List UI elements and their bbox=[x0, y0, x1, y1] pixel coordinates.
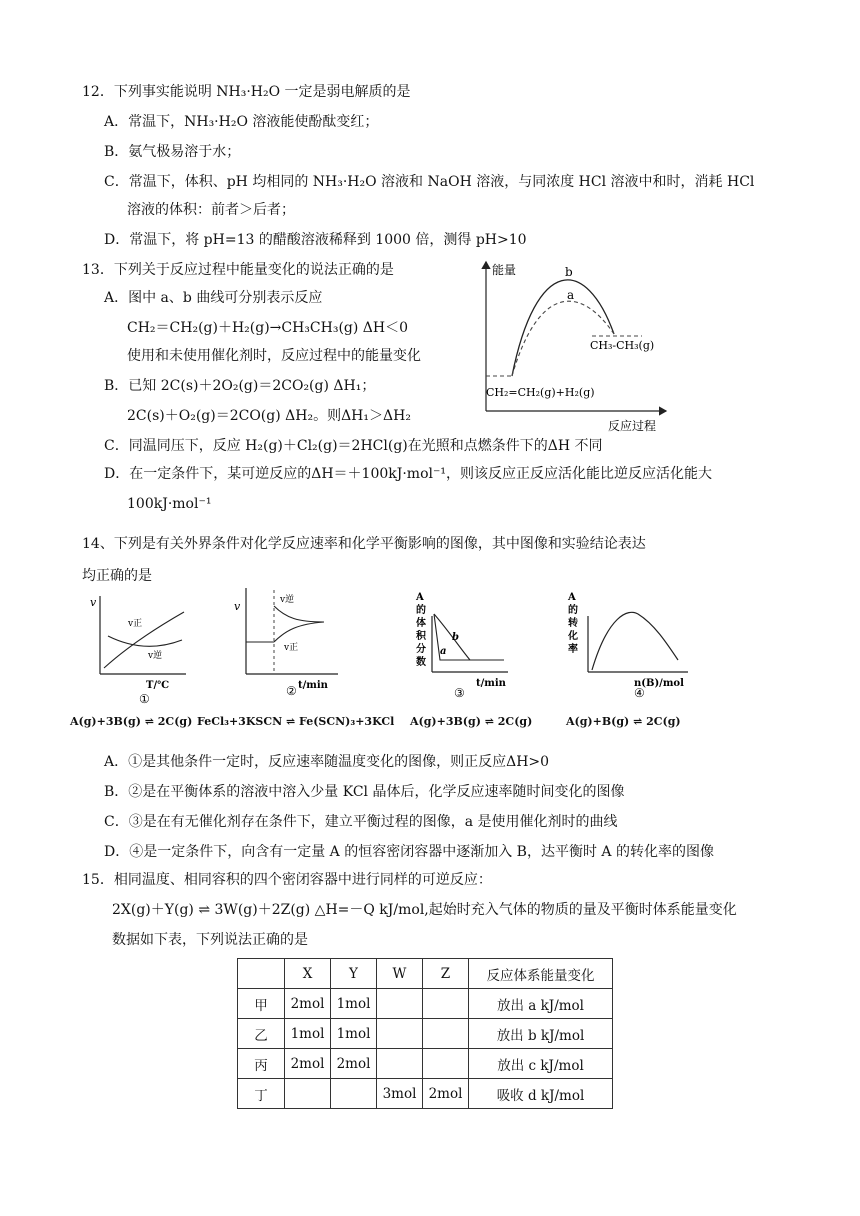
curve-b-label: b bbox=[565, 265, 573, 279]
table-cell bbox=[331, 1079, 377, 1109]
q14-stem-cont: 均正确的是 bbox=[82, 568, 152, 584]
table-cell: 甲 bbox=[238, 989, 285, 1019]
graph-1-y-label: v bbox=[90, 596, 97, 609]
table-cell bbox=[423, 1049, 469, 1079]
graph-1-equation: A(g)+3B(g) ⇌ 2C(g) bbox=[70, 715, 193, 728]
graph-3-label-2: a bbox=[440, 646, 447, 657]
graph-3-number: ③ bbox=[454, 686, 465, 700]
q13-option-b-cont: 2C(s)＋O₂(g)＝2CO(g) ΔH₂。则ΔH₁＞ΔH₂ bbox=[127, 408, 411, 424]
graph-4 bbox=[562, 586, 692, 698]
q15-stem: 15．相同温度、相同容积的四个密闭容器中进行同样的可逆反应： bbox=[82, 872, 492, 888]
table-cell: 2mol bbox=[331, 1049, 377, 1079]
graph-2-equation: FeCl₃+3KSCN ⇌ Fe(SCN)₃+3KCl bbox=[197, 715, 395, 728]
graph-3-label-1: b bbox=[452, 632, 459, 643]
table-cell: 1mol bbox=[285, 1019, 331, 1049]
table-row bbox=[238, 1079, 613, 1109]
graph-4-y-label-vertical bbox=[567, 592, 578, 655]
q13-option-d-cont: 100kJ·mol⁻¹ bbox=[127, 496, 212, 512]
product-label: CH₃-CH₃(g) bbox=[590, 339, 655, 352]
graph-2-label-2: v正 bbox=[284, 643, 299, 653]
q13-option-a-cont: 使用和未使用催化剂时，反应过程中的能量变化 bbox=[127, 348, 421, 364]
graph-3-equation: A(g)+3B(g) ⇌ 2C(g) bbox=[410, 715, 533, 728]
svg-text:化: 化 bbox=[568, 631, 578, 642]
curve-a-label: a bbox=[567, 288, 575, 302]
q15-equation: 2X(g)＋Y(g) ⇌ 3W(g)＋2Z(g) △H=－Q kJ/mol,起始时充入气体的物质的量及平衡时体系能量变化 bbox=[112, 902, 737, 918]
table-row bbox=[238, 989, 613, 1019]
table-header-cell: Z bbox=[423, 959, 469, 989]
table-cell bbox=[377, 1019, 423, 1049]
table-cell: 3mol bbox=[377, 1079, 423, 1109]
svg-text:数: 数 bbox=[416, 657, 426, 668]
table-cell: 2mol bbox=[285, 989, 331, 1019]
energy-y-label: 能量 bbox=[492, 263, 517, 277]
q14-stem: 14、下列是有关外界条件对化学反应速率和化学平衡影响的图像，其中图像和实验结论表达 bbox=[82, 536, 646, 552]
svg-text:体: 体 bbox=[416, 618, 426, 629]
table-cell bbox=[377, 989, 423, 1019]
table-cell bbox=[423, 989, 469, 1019]
graph-3-x-label: t/min bbox=[476, 678, 506, 689]
table-cell: 吸收 d kJ/mol bbox=[469, 1079, 613, 1109]
q13-option-c: C．同温同压下，反应 H₂(g)＋Cl₂(g)＝2HCl(g)在光照和点燃条件下的ΔH 不同 bbox=[104, 438, 603, 454]
q13-option-a-eq: CH₂＝CH₂(g)＋H₂(g)→CH₃CH₃(g) ΔH＜0 bbox=[127, 320, 409, 336]
graph-1-x-label: T/℃ bbox=[146, 680, 170, 691]
table-header-cell: Y bbox=[331, 959, 377, 989]
q15-table bbox=[237, 958, 613, 1109]
svg-text:A: A bbox=[568, 592, 576, 603]
q12-option-c-cont: 溶液的体积：前者＞后者； bbox=[127, 202, 295, 218]
q12-option-b: B．氨气极易溶于水； bbox=[104, 144, 241, 160]
q12-option-c: C．常温下，体积、pH 均相同的 NH₃·H₂O 溶液和 NaOH 溶液，与同浓度 HCl 溶液中和时，消耗 HCl bbox=[104, 174, 755, 190]
table-header-row bbox=[238, 959, 613, 989]
graph-3 bbox=[408, 586, 518, 698]
graph-2-label-1: v逆 bbox=[280, 595, 295, 605]
table-cell bbox=[377, 1049, 423, 1079]
q14-option-c: C．③是在有无催化剂存在条件下，建立平衡过程的图像，a 是使用催化剂时的曲线 bbox=[104, 814, 618, 830]
q13-stem: 13．下列关于反应过程中能量变化的说法正确的是 bbox=[82, 262, 394, 278]
q12-option-d: D．常温下，将 pH=13 的醋酸溶液稀释到 1000 倍，测得 pH>10 bbox=[104, 232, 527, 248]
table-cell: 放出 b kJ/mol bbox=[469, 1019, 613, 1049]
table-cell: 2mol bbox=[423, 1079, 469, 1109]
table-cell: 乙 bbox=[238, 1019, 285, 1049]
q13-option-b: B．已知 2C(s)＋2O₂(g)＝2CO₂(g) ΔH₁； bbox=[104, 378, 376, 394]
table-cell: 放出 a kJ/mol bbox=[469, 989, 613, 1019]
svg-text:的: 的 bbox=[416, 605, 426, 616]
q12-option-a: A．常温下，NH₃·H₂O 溶液能使酚酞变红； bbox=[104, 114, 379, 130]
table-header-cell: 反应体系能量变化 bbox=[469, 959, 613, 989]
svg-text:A: A bbox=[416, 592, 424, 603]
table-cell bbox=[285, 1079, 331, 1109]
svg-text:的: 的 bbox=[568, 605, 578, 616]
svg-text:率: 率 bbox=[568, 644, 578, 655]
curve-b bbox=[512, 280, 614, 376]
graph-1-v-reverse bbox=[108, 636, 182, 646]
table-row bbox=[238, 1019, 613, 1049]
table-cell: 丁 bbox=[238, 1079, 285, 1109]
graph-2-x-label: t/min bbox=[298, 680, 328, 691]
graph-1-number: ① bbox=[139, 692, 150, 706]
graph-1-label-2: v逆 bbox=[148, 651, 163, 661]
q13-option-a: A．图中 a、b 曲线可分别表示反应 bbox=[104, 290, 323, 306]
table-row bbox=[238, 1049, 613, 1079]
graph-2-number: ② bbox=[286, 684, 297, 698]
svg-text:积: 积 bbox=[416, 631, 426, 642]
table-header-cell: W bbox=[377, 959, 423, 989]
graph-4-number: ④ bbox=[634, 686, 645, 700]
graph-3-y-label-vertical bbox=[415, 592, 427, 668]
q14-option-a: A．①是其他条件一定时，反应速率随温度变化的图像，则正反应ΔH>0 bbox=[104, 754, 550, 770]
table-header-cell: X bbox=[285, 959, 331, 989]
energy-x-label: 反应过程 bbox=[608, 419, 657, 433]
graph-1 bbox=[76, 588, 196, 706]
graph-4-x-label: n(B)/mol bbox=[634, 678, 684, 689]
svg-text:转: 转 bbox=[568, 618, 578, 629]
q13-option-d: D．在一定条件下，某可逆反应的ΔH＝＋100kJ·mol⁻¹，则该反应正反应活化能比逆反应活化能大 bbox=[104, 466, 712, 482]
reactant-label: CH₂=CH₂(g)+H₂(g) bbox=[486, 386, 595, 399]
q14-option-d: D．④是一定条件下，向含有一定量 A 的恒容密闭容器中逐渐加入 B，达平衡时 A 的转化率的图像 bbox=[104, 844, 714, 860]
graph-4-curve bbox=[592, 612, 678, 670]
q15-equation-cont: 数据如下表，下列说法正确的是 bbox=[112, 932, 308, 948]
q14-option-b: B．②是在平衡体系的溶液中溶入少量 KCl 晶体后，化学反应速率随时间变化的图像 bbox=[104, 784, 625, 800]
table-cell: 2mol bbox=[285, 1049, 331, 1079]
table-cell bbox=[423, 1019, 469, 1049]
table-cell: 丙 bbox=[238, 1049, 285, 1079]
graph-2-y-label: v bbox=[234, 600, 241, 613]
graph-1-label-1: v正 bbox=[128, 619, 143, 629]
table-cell: 放出 c kJ/mol bbox=[469, 1049, 613, 1079]
graph-4-equation: A(g)+B(g) ⇌ 2C(g) bbox=[566, 715, 681, 728]
table-cell: 1mol bbox=[331, 989, 377, 1019]
graph-2-v-forward bbox=[274, 622, 324, 642]
graph-2-v-reverse bbox=[274, 606, 324, 622]
q12-stem: 12．下列事实能说明 NH₃·H₂O 一定是弱电解质的是 bbox=[82, 84, 411, 100]
table-header-cell bbox=[238, 959, 285, 989]
graph-2 bbox=[228, 584, 342, 696]
table-cell: 1mol bbox=[331, 1019, 377, 1049]
svg-text:分: 分 bbox=[416, 644, 426, 655]
energy-diagram bbox=[476, 256, 676, 436]
